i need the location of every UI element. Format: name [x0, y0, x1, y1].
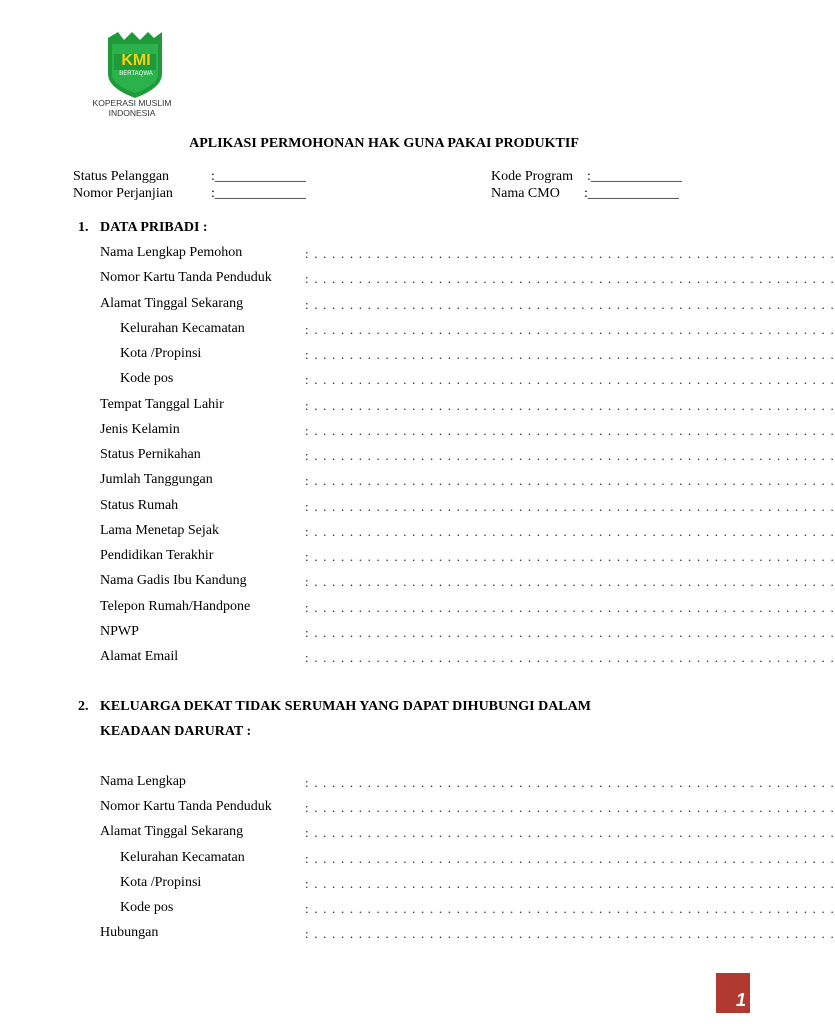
kode-program-label: Kode Program — [491, 169, 574, 184]
fill-in-line[interactable]: : . . . . . . . . . . . . . . . . . . . . . . . . . . . . . . . . . . . . . . . . . . . . . . . . . . . . . . . . . . . — [305, 624, 835, 640]
field-label: Alamat Tinggal Sekarang — [100, 824, 244, 840]
fill-in-line[interactable]: : . . . . . . . . . . . . . . . . . . . . . . . . . . . . . . . . . . . . . . . . . . . . . . . . . . . . . . . . . . . — [305, 875, 835, 891]
field-label: Alamat Tinggal Sekarang — [100, 295, 244, 311]
fill-in-line[interactable]: : . . . . . . . . . . . . . . . . . . . . . . . . . . . . . . . . . . . . . . . . . . . . . . . . . . . . . . . . . . . — [305, 599, 835, 615]
field-label: Lama Menetap Sejak — [100, 522, 219, 538]
fill-in-line[interactable]: : . . . . . . . . . . . . . . . . . . . . . . . . . . . . . . . . . . . . . . . . . . . . . . . . . . . . . . . . . . . — [305, 321, 835, 337]
section2-number: 2. — [78, 699, 89, 714]
field-label: Kode pos — [120, 899, 174, 915]
field-label: Kelurahan Kecamatan — [120, 849, 245, 865]
field-label: Nama Lengkap — [100, 774, 186, 789]
fill-in-line[interactable]: : . . . . . . . . . . . . . . . . . . . . . . . . . . . . . . . . . . . . . . . . . . . . . . . . . . . . . . . . . . . — [305, 850, 835, 866]
page-number-badge — [716, 973, 750, 1013]
fill-in-line[interactable]: : . . . . . . . . . . . . . . . . . . . . . . . . . . . . . . . . . . . . . . . . . . . . . . . . . . . . . . . . . . . — [305, 498, 835, 514]
field-label: Nama Gadis Ibu Kandung — [100, 573, 247, 589]
fill-in-line[interactable]: : . . . . . . . . . . . . . . . . . . . . . . . . . . . . . . . . . . . . . . . . . . . . . . . . . . . . . . . . . . . — [305, 347, 835, 362]
field-label: Kelurahan Kecamatan — [120, 320, 245, 336]
field-label: Nomor Kartu Tanda Penduduk — [100, 799, 272, 815]
field-label: Nama Lengkap Pemohon — [100, 245, 243, 260]
fill-in-line[interactable]: : . . . . . . . . . . . . . . . . . . . . . . . . . . . . . . . . . . . . . . . . . . . . . . . . . . . . . . . . . . . — [305, 473, 835, 489]
fill-in-line[interactable]: : . . . . . . . . . . . . . . . . . . . . . . . . . . . . . . . . . . . . . . . . . . . . . . . . . . . . . . . . . . . — [305, 900, 835, 916]
field-label: Status Pernikahan — [100, 447, 201, 462]
field-label: Tempat Tanggal Lahir — [100, 396, 224, 412]
fill-in-line[interactable]: : . . . . . . . . . . . . . . . . . . . . . . . . . . . . . . . . . . . . . . . . . . . . . . . . . . . . . . . . . . . — [305, 549, 835, 564]
logo-org-line1: KOPERASI MUSLIM — [92, 98, 172, 108]
field-label: Alamat Email — [100, 649, 179, 664]
nama-cmo-label: Nama CMO — [491, 186, 560, 201]
fill-in-line[interactable]: : . . . . . . . . . . . . . . . . . . . . . . . . . . . . . . . . . . . . . . . . . . . . . . . . . . . . . . . . . . . — [305, 650, 835, 665]
fill-in-line[interactable]: : . . . . . . . . . . . . . . . . . . . . . . . . . . . . . . . . . . . . . . . . . . . . . . . . . . . . . . . . . . . — [305, 397, 835, 413]
status-pelanggan-label: Status Pelanggan — [73, 169, 170, 184]
field-label: Kota /Propinsi — [120, 874, 202, 890]
fill-in-line[interactable]: : . . . . . . . . . . . . . . . . . . . . . . . . . . . . . . . . . . . . . . . . . . . . . . . . . . . . . . . . . . . — [305, 296, 835, 312]
fill-in-line[interactable]: : . . . . . . . . . . . . . . . . . . . . . . . . . . . . . . . . . . . . . . . . . . . . . . . . . . . . . . . . . . . — [305, 926, 835, 942]
section1-number: 1. — [78, 220, 89, 235]
section1-title: DATA PRIBADI : — [100, 220, 208, 235]
field-label: Status Rumah — [100, 497, 179, 513]
logo-tagline: BERTAQWA — [119, 71, 153, 77]
nama-cmo-field[interactable]: :_____________ — [584, 186, 679, 201]
field-label: Nomor Kartu Tanda Penduduk — [100, 270, 272, 286]
fill-in-line[interactable]: : . . . . . . . . . . . . . . . . . . . . . . . . . . . . . . . . . . . . . . . . . . . . . . . . . . . . . . . . . . . — [305, 246, 835, 261]
fill-in-line[interactable]: : . . . . . . . . . . . . . . . . . . . . . . . . . . . . . . . . . . . . . . . . . . . . . . . . . . . . . . . . . . . — [305, 800, 835, 816]
field-label: Jenis Kelamin — [100, 421, 180, 437]
field-label: Kode pos — [120, 371, 174, 387]
fill-in-line[interactable]: : . . . . . . . . . . . . . . . . . . . . . . . . . . . . . . . . . . . . . . . . . . . . . . . . . . . . . . . . . . . — [305, 372, 835, 388]
fill-in-line[interactable]: : . . . . . . . . . . . . . . . . . . . . . . . . . . . . . . . . . . . . . . . . . . . . . . . . . . . . . . . . . . . — [305, 422, 835, 438]
page-number: 1 — [735, 990, 746, 1010]
kode-program-field[interactable]: :_____________ — [587, 169, 682, 184]
nomor-perjanjian-field[interactable]: :_____________ — [211, 186, 306, 201]
nomor-perjanjian-label: Nomor Perjanjian — [73, 186, 173, 201]
logo-emblem-text: KMI — [121, 52, 151, 69]
section2-title-line2: KEADAAN DARURAT : — [100, 724, 252, 739]
status-pelanggan-field[interactable]: :_____________ — [211, 169, 306, 184]
fill-in-line[interactable]: : . . . . . . . . . . . . . . . . . . . . . . . . . . . . . . . . . . . . . . . . . . . . . . . . . . . . . . . . . . . — [305, 271, 835, 287]
field-label: NPWP — [100, 623, 139, 639]
fill-in-line[interactable]: : . . . . . . . . . . . . . . . . . . . . . . . . . . . . . . . . . . . . . . . . . . . . . . . . . . . . . . . . . . . — [305, 775, 835, 790]
field-label: Jumlah Tanggungan — [100, 472, 213, 488]
field-label: Telepon Rumah/Handpone — [100, 598, 251, 614]
field-label: Hubungan — [100, 925, 159, 941]
section2-title-line1: KELUARGA DEKAT TIDAK SERUMAH YANG DAPAT DIHUBUNGI DALAM — [100, 699, 591, 714]
field-label: Kota /Propinsi — [120, 346, 202, 361]
fill-in-line[interactable]: : . . . . . . . . . . . . . . . . . . . . . . . . . . . . . . . . . . . . . . . . . . . . . . . . . . . . . . . . . . . — [305, 574, 835, 590]
kmi-logo — [92, 30, 182, 120]
field-label: Pendidikan Terakhir — [100, 548, 214, 563]
fill-in-line[interactable]: : . . . . . . . . . . . . . . . . . . . . . . . . . . . . . . . . . . . . . . . . . . . . . . . . . . . . . . . . . . . — [305, 448, 835, 463]
logo-org-line2: INDONESIA — [108, 108, 156, 118]
document-title: APLIKASI PERMOHONAN HAK GUNA PAKAI PRODUKTIF — [189, 136, 579, 151]
fill-in-line[interactable]: : . . . . . . . . . . . . . . . . . . . . . . . . . . . . . . . . . . . . . . . . . . . . . . . . . . . . . . . . . . . — [305, 825, 835, 841]
fill-in-line[interactable]: : . . . . . . . . . . . . . . . . . . . . . . . . . . . . . . . . . . . . . . . . . . . . . . . . . . . . . . . . . . . — [305, 523, 835, 539]
